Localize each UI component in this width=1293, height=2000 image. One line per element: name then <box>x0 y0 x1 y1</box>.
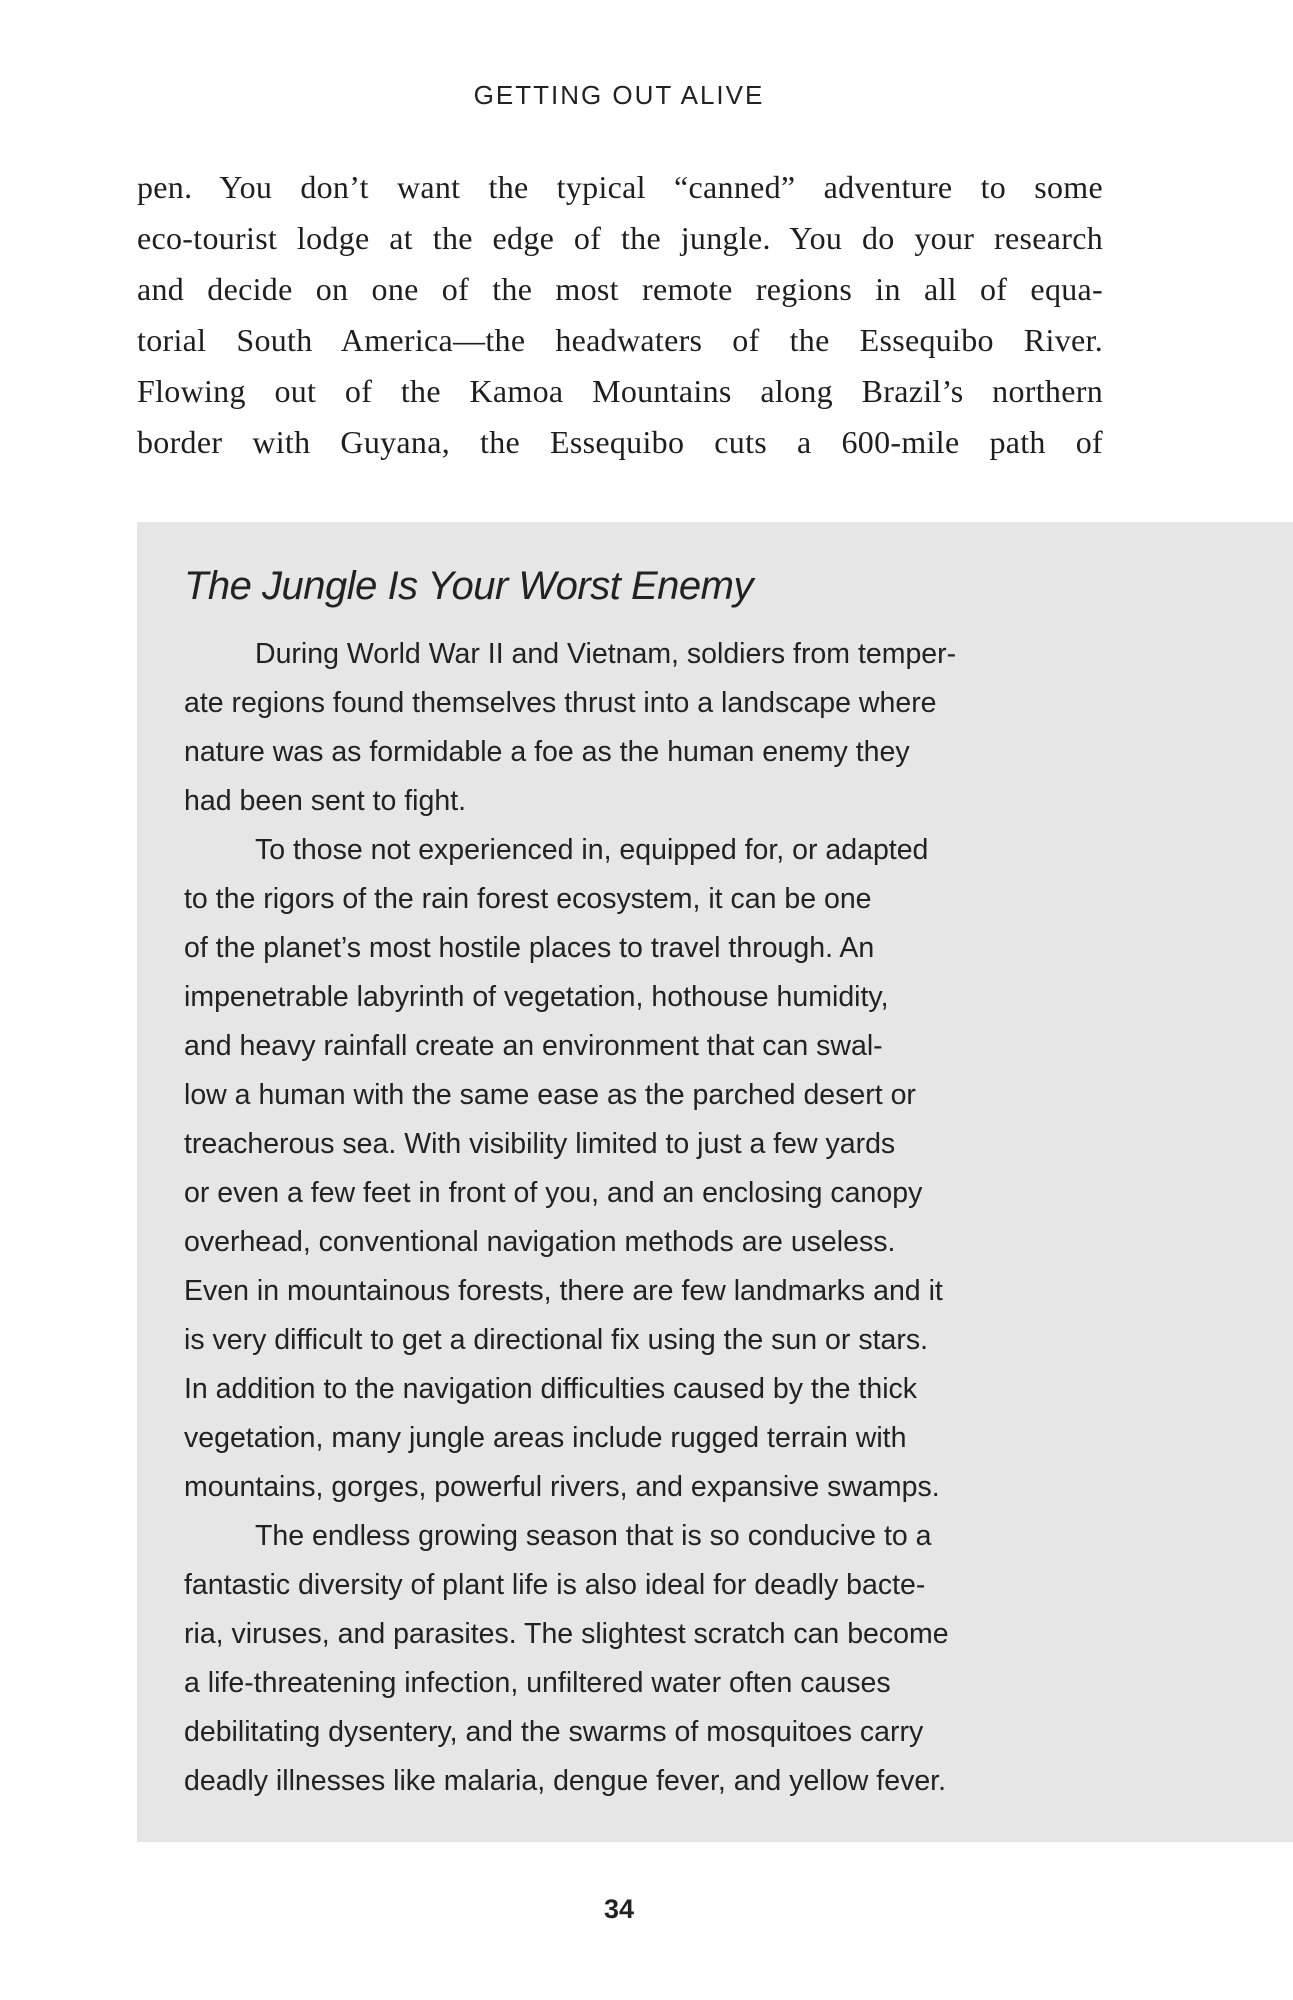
page-number: 34 <box>603 1894 635 1924</box>
sidebar-line: and heavy rainfall create an environment that can swal- <box>184 1030 883 1062</box>
sidebar-line: fantastic diversity of plant life is also ideal for deadly bacte- <box>184 1569 926 1601</box>
sidebar-line: or even a few feet in front of you, and an enclosing canopy <box>184 1177 923 1209</box>
sidebar-line: Even in mountainous forests, there are few landmarks and it <box>184 1275 943 1307</box>
sidebar-line: had been sent to fight. <box>184 785 467 817</box>
sidebar-line: impenetrable labyrinth of vegetation, hothouse humidity, <box>184 981 889 1013</box>
body-paragraph <box>137 162 1103 468</box>
sidebar-body <box>184 630 1124 1806</box>
sidebar-line: The endless growing season that is so conducive to a <box>255 1520 932 1552</box>
running-head: GETTING OUT ALIVE <box>473 80 765 110</box>
sidebar-line: In addition to the navigation difficulties caused by the thick <box>184 1373 918 1405</box>
sidebar-line: to the rigors of the rain forest ecosystem, it can be one <box>184 883 872 915</box>
body-line: and decide on one of the most remote regions in all of equa- <box>137 271 1103 307</box>
sidebar-line: debilitating dysentery, and the swarms of mosquitoes carry <box>184 1716 924 1748</box>
sidebar-title: The Jungle Is Your Worst Enemy <box>184 564 753 608</box>
sidebar-line: deadly illnesses like malaria, dengue fever, and yellow fever. <box>184 1765 947 1797</box>
body-line: border with Guyana, the Essequibo cuts a 600-mile path of <box>137 424 1103 460</box>
sidebar-line: nature was as formidable a foe as the human enemy they <box>184 736 910 768</box>
sidebar-line: ria, viruses, and parasites. The slightest scratch can become <box>184 1618 949 1650</box>
sidebar-line: ate regions found themselves thrust into a landscape where <box>184 687 937 719</box>
body-line: torial South America—the headwaters of the Essequibo River. <box>137 322 1103 358</box>
sidebar-line: low a human with the same ease as the parched desert or <box>184 1079 916 1111</box>
sidebar-line: is very difficult to get a directional fix using the sun or stars. <box>184 1324 928 1356</box>
sidebar-line: To those not experienced in, equipped for, or adapted <box>255 834 929 866</box>
sidebar-box <box>137 522 1293 1842</box>
sidebar-line: overhead, conventional navigation methods are useless. <box>184 1226 896 1258</box>
body-line: eco-tourist lodge at the edge of the jungle. You do your research <box>137 220 1103 256</box>
body-line: pen. You don’t want the typical “canned” adventure to some <box>137 169 1103 205</box>
sidebar-line: vegetation, many jungle areas include rugged terrain with <box>184 1422 907 1454</box>
sidebar-line: a life-threatening infection, unfiltered water often causes <box>184 1667 891 1699</box>
sidebar-line: of the planet’s most hostile places to travel through. An <box>184 932 875 964</box>
sidebar-line: mountains, gorges, powerful rivers, and expansive swamps. <box>184 1471 940 1503</box>
sidebar-line: treacherous sea. With visibility limited to just a few yards <box>184 1128 896 1160</box>
sidebar-line: During World War II and Vietnam, soldiers from temper- <box>255 638 957 670</box>
body-line: Flowing out of the Kamoa Mountains along Brazil’s northern <box>137 373 1103 409</box>
